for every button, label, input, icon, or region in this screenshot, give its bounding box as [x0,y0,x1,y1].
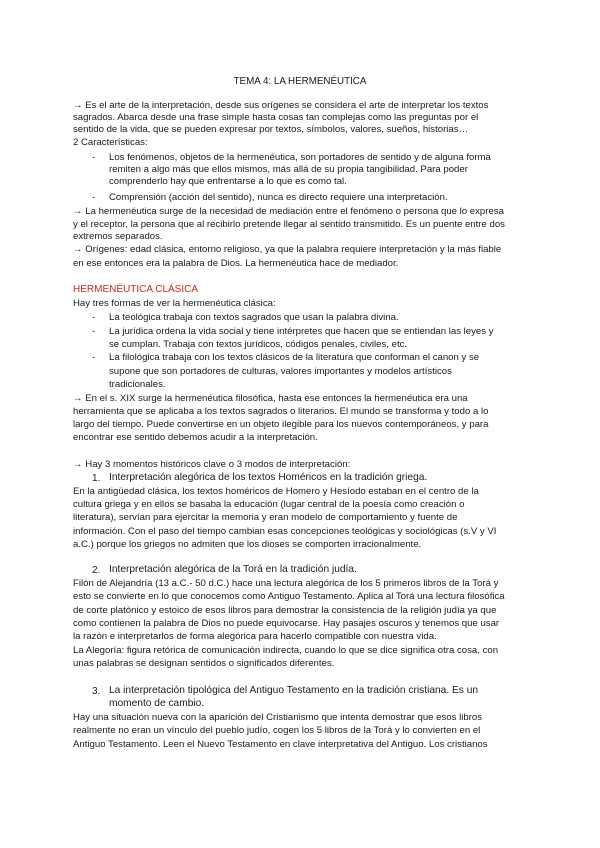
paragraph-line: y el receptor, la persona que al recibirlo pretende llegar al sentido transmitido. Es un puente entre dos [73,219,505,230]
bullet-dash: - [92,326,96,337]
paragraph-line: Hay una situación nueva con la aparición del Cristianismo que intenta demostrar que esos libros [73,712,483,723]
paragraph-line: largo del tiempo. Puede convertirse en un objeto ilegible para los nuevos contemporáneos, y para [73,419,489,430]
paragraph-line: de corte platónico y estoico de esos libros para demostrar la consistencia de la religión judía ya que [73,605,497,616]
bullet-line: Los fenómenos, objetos de la hermenéutica, son portadores de sentido y de alguna forma [109,152,491,163]
paragraph-line: → En el s. XIX surge la hermenéutica filosófica, hasta ese entonces la hermenéutica era una [73,393,468,404]
paragraph-line: a.C.) porque los griegos no admiten que los dioses se comporten irracionalmente. [73,539,422,550]
bullet-dash: - [92,312,96,323]
paragraph-line: → Orígenes: edad clásica, entorno religioso, ya que la palabra requiere interpretación y la más fiable [73,244,502,255]
bullet-line: La filológica trabaja con los textos clásicos de la literatura que conforman el canon y se [109,352,480,363]
moment-heading: La interpretación tipológica del Antiguo Testamento en la tradición cristiana. Es un [109,685,479,696]
bullet-line: remiten a algo más que ellos mismos, más allá de su propia tangibilidad. Para poder [109,164,468,175]
bullet-dash: - [92,352,96,363]
paragraph-line: información. Con el paso del tiempo cambian esas concepciones teológicas y sociológicas (s.V y VI [73,526,497,537]
paragraph-line: como contienen la palabra de Dios no puede equivocarse. Hay pasajes oscuros y tenemos que usar [73,618,500,629]
bullet-line: La teológica trabaja con textos sagrados que usan la palabra divina. [109,312,399,323]
list-number: 2. [92,565,101,576]
moment-heading: Interpretación alegórica de la Torá en la tradición judía. [109,564,357,575]
bullet-dash: - [92,192,96,203]
characteristics-label: 2 Características: [73,137,148,148]
page-title: TEMA 4: LA HERMENÉUTICA [233,76,367,87]
bullet-line: comprenderlo hay que enfrentarse a lo que es como tal. [109,176,347,187]
moment-heading: Interpretación alegórica de los textos Homéricos en la tradición griega. [109,472,428,483]
paragraph-line: → La hermenéutica surge de la necesidad de mediación entre el fenómeno o persona que lo expresa [73,206,504,217]
paragraph-line: Antiguo Testamento. Leen el Nuevo Testamento en clave interpretativa del Antiguo. Los cristianos [73,739,488,750]
bullet-line: tradicionales. [109,379,166,390]
paragraph-line: la razón e interpretarlos de forma alegórica para hacerlo compatible con nuestra vida. [73,631,437,642]
moments-intro: → Hay 3 momentos históricos clave o 3 modos de interpretación: [73,459,351,470]
intro-line: sagrados. Abarca desde una frase simple hasta cosas tan complejas como las preguntas por el [73,112,479,123]
paragraph-line: En la antigüedad clásica, los textos homéricos de Homero y Hesíodo estaban en el centro de la [73,486,479,497]
list-number: 1. [92,473,101,484]
paragraph-line: encontrar ese sentido debemos acudir a la interpretación. [73,432,318,443]
bullet-line: supone que son portadores de culturas, valores importantes y modelos artísticos [109,366,452,377]
bullet-line: se cumplan. Trabaja con textos jurídicos, códigos penales, civiles, etc. [109,339,408,350]
paragraph-line: en ese entonces era la palabra de Dios. La hermenéutica hace de mediador. [73,258,399,269]
paragraph-line: herramienta que se aplicaba a los textos sagrados o literarios. El mundo se transforma y todo a lo [73,406,489,417]
bullet-line: La jurídica ordena la vida social y tiene intérpretes que hacen que se entiendan las leyes y [109,326,494,337]
moment-heading: momento de cambio. [109,698,205,709]
list-number: 3. [92,686,101,697]
paragraph-line: extremos separados. [73,231,163,242]
intro-line: sentido de la vida, que se pueden expresar por textos, símbolos, valores, sueños, historias… [73,124,469,135]
section-intro: Hay tres formas de ver la hermenéutica clásica: [73,298,276,309]
paragraph-line: realmente no eran un vínculo del pueblo judío, cogen los 5 libros de la Torá y lo convierten en el [73,725,481,736]
bullet-line: Comprensión (acción del sentido), nunca es directo requiere una interpretación. [109,192,448,203]
paragraph-line: Filón de Alejandría (13 a.C.- 50 d.C.) hace una lectura alegórica de los 5 primeros libros de la Torá y [73,578,499,589]
section-heading: HERMENÉUTICA CLÁSICA [73,284,199,295]
paragraph-line: unas palabras se designan sentidos o significados diferentes. [73,658,335,669]
paragraph-line: La Alegoría: figura retórica de comunicación indirecta, cuando lo que se dice significa otra cosa, con [73,645,499,656]
paragraph-line: literatura), servían para ejercitar la memoria y eran modelo de comportamiento y fuente de [73,512,458,523]
bullet-dash: - [92,152,96,163]
paragraph-line: cultura griega y en ellos se basaba la educación (lugar central de la poesía como creación o [73,499,465,510]
intro-line: → Es el arte de la interpretación, desde sus orígenes se considera el arte de interpretar los textos [73,100,489,111]
paragraph-line: esto se convierte en lo que conocemos como Antiguo Testamento. Aplica al Torá una lectura filosófica [73,591,505,602]
